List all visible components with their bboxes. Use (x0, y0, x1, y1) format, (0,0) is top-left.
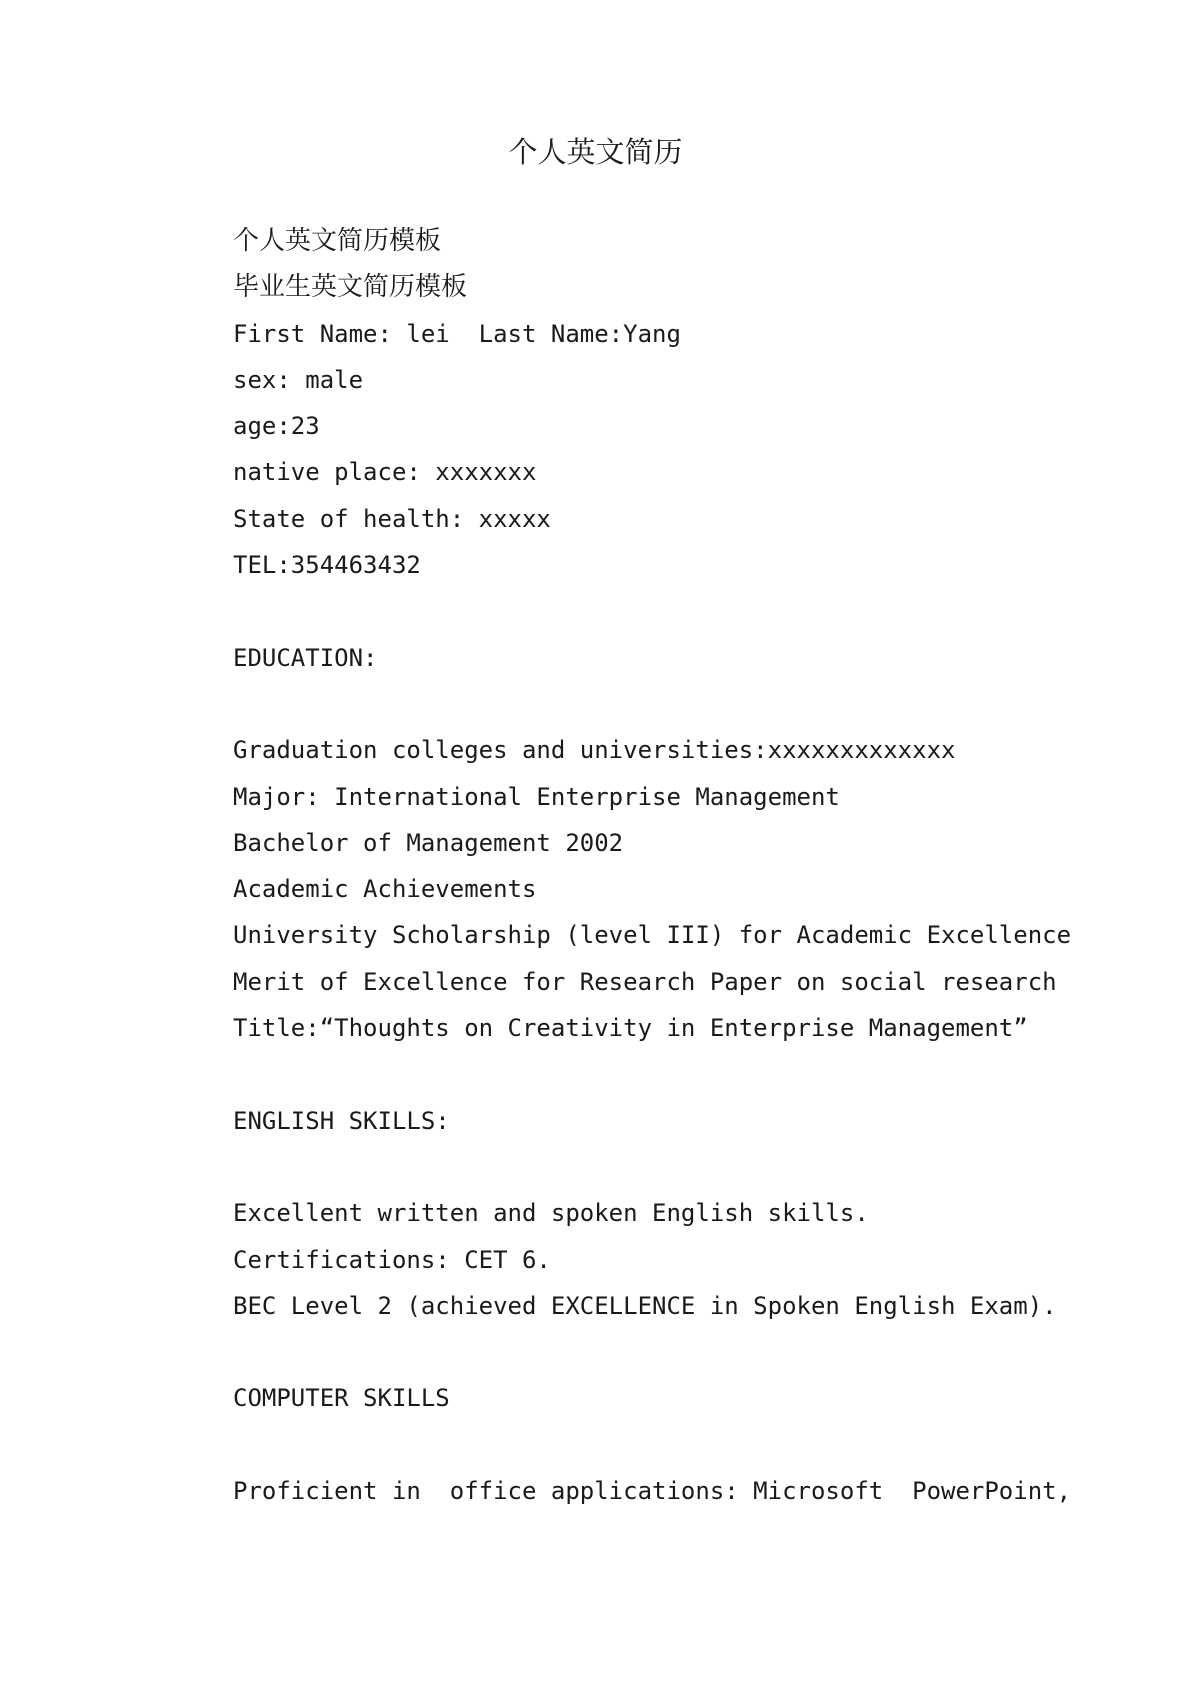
education-line: University Scholarship (level III) for Academic Excellence (233, 921, 1072, 950)
native-place-line: native place: xxxxxxx (233, 458, 537, 487)
document-title: 个人英文简历 (508, 135, 683, 169)
education-line: Academic Achievements (233, 875, 537, 904)
age-line: age:23 (233, 412, 320, 441)
name-line: First Name: lei Last Name:Yang (233, 319, 681, 348)
spacer (233, 1144, 1133, 1190)
english-skill-line: Certifications: CET 6. (233, 1245, 551, 1274)
computer-skill-line: Proficient in office applications: Microsoft PowerPoint, (233, 1477, 1072, 1506)
spacer (233, 681, 1133, 727)
education-line: Graduation colleges and universities:xxxxxxxxxxxxx (233, 736, 956, 765)
education-line: Major: International Enterprise Management (233, 782, 840, 811)
education-line: Bachelor of Management 2002 (233, 828, 624, 857)
tel-line: TEL:354463432 (233, 551, 421, 580)
sex-line: sex: male (233, 365, 364, 394)
education-heading: EDUCATION: (233, 643, 378, 672)
english-skill-line: BEC Level 2 (achieved EXCELLENCE in Spoken English Exam). (233, 1291, 1057, 1320)
resume-body (233, 218, 1133, 1514)
spacer (233, 1329, 1133, 1375)
template-heading: 个人英文简历模板 (233, 226, 442, 256)
education-line: Title:“Thoughts on Creativity in Enterprise Management” (233, 1014, 1028, 1043)
spacer (233, 1422, 1133, 1468)
english-skills-heading: ENGLISH SKILLS: (233, 1106, 450, 1135)
graduate-template-heading: 毕业生英文简历模板 (233, 272, 468, 303)
education-line: Merit of Excellence for Research Paper on social research (233, 967, 1057, 996)
health-line: State of health: xxxxx (233, 504, 551, 533)
computer-skills-heading: COMPUTER SKILLS (233, 1384, 450, 1413)
spacer (233, 1051, 1133, 1097)
spacer (233, 588, 1133, 634)
english-skill-line: Excellent written and spoken English skills. (233, 1199, 869, 1228)
